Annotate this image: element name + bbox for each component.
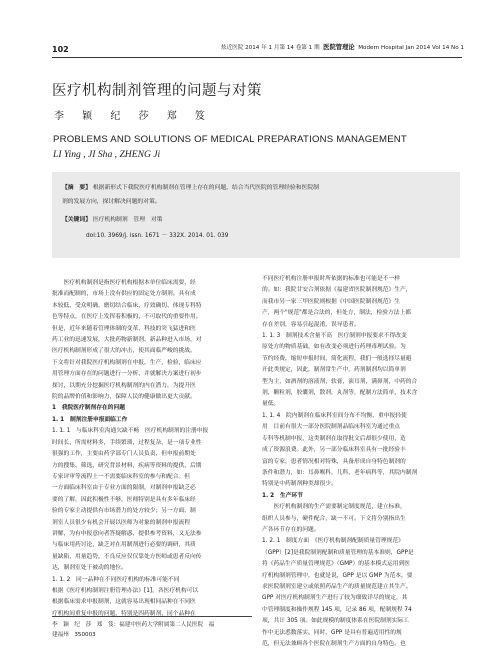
article-title-en: PROBLEMS AND SOLUTIONS OF MEDICAL PREPARATIONS MANAGEMENT [53,134,407,145]
body-line: 条件和潜力，如：耳鼻喉科，儿科，老年病科等，其院内制剂 [262,469,418,476]
section-1-1-heading: 1. 1 制剂注册申报面临工作 [52,416,128,423]
journal-name-en: Modern Hospital Jan 2014 Vol 14 No 1 [358,45,464,51]
body-line: 时间长，所需材料多，手续繁琐，过程复杂，是一项专业性 [52,439,202,446]
body-line: 根据《医疗机构制剂注册管理办法》[1]，各医疗机构可以 [52,587,199,594]
body-line: 色等特点，在医疗上发挥着积极的，不可取代的重要作用。 [52,314,202,321]
body-line: 求医院制剂室建立或依照药品生产的质量规范建立其生产。 [262,583,412,590]
body-line: 1. 1. 2 同一品种在不同医疗机构的标准可能不同 [52,576,180,583]
author-footnote [52,620,214,640]
body-line: 1. 2. 1 制度方面 《医疗机构制剂配制质量管理规范》 [262,538,404,545]
body-line: 达，制剂室处于被动的地位。 [52,565,127,572]
abstract-line-1 [62,182,319,191]
body-line: 特别是中药制剂种类却很少。 [262,481,337,488]
keywords-line [62,214,162,223]
body-line: 院的品牌价值和影响力，保障人民的健康做出更大贡献。 [52,394,196,401]
keywords-label: 【关键词】 [62,217,91,223]
body-line: 节约经费，缩短申报时间，简化流程，我们一般选择尽量避 [262,355,412,362]
body-line: 本较低、受众明确、磨切结合临床、疗效确切、体现专科特 [52,302,202,309]
body-line: 量低。 [262,401,280,408]
article-authors-en: LI Ying , JI Sha , ZHENG Ji [53,149,161,160]
body-line: 根据临床需求申报制剂，这就容易出现相同品种在不同医 [52,599,196,606]
journal-header [221,42,464,51]
keywords-text: 医疗机构制剂 管理 对策 [92,217,163,223]
body-line: 讲解，为有申报意向者答疑解惑，提供参考资料，又无法参 [52,530,202,537]
page-number: 102 [52,45,69,54]
body-line: 一方面临床科室由于专业方面的限制，对制剂申报缺乏必 [52,485,196,492]
abstract-text-2: 剂的发展方向，探讨解决问题的对策。 [62,199,161,205]
body-line: 医疗机构制剂是指医疗机构根据本单位临床需要，经 [52,280,196,286]
body-line: GPP 对医疗机构制剂生产进行了较为细致详尽的规定，其 [262,595,408,602]
body-line: 用管理方面存在的问题进行一分析，并就解决方案进行初步 [52,371,202,378]
body-line: 组织人员参与，硬件配合，缺一不可。下文将分别指出生 [262,515,406,522]
section-1-heading: 1 我院医疗制剂存在的问题 [52,405,126,412]
body-line: 专科等机制申报，这类制剂在取得批文后却很少使用，造 [262,435,406,442]
body-line: 但是，近年来随着管理体制的变革，科技的突飞猛进和医 [52,325,196,332]
body-line: 剂，颗粒剂，胶囊剂，散剂，丸剂等，配制方法简单，技术含 [262,390,418,397]
body-line: 范，但无法兼顾各个医院在制剂生产方面的自身特色。也 [262,641,406,647]
body-line: 探讨，以期充分挖掘医疗机构制剂的内在潜力，为提升医 [52,382,196,389]
body-line: 存在差别，容易引起混淆，误导患者。 [262,321,360,328]
body-line: 与临床用药讨论，缺乏对在用制剂进行必要的调研，其质 [52,542,196,549]
body-line: 下文将针对我院医疗机构制剂在申报，生产，检验，临床应 [52,359,202,366]
body-line: 1. 1. 1 与临床科室沟通欠缺不畅 医疗机构制剂的注册申报 [52,428,209,435]
section-1-2-heading: 1. 2 生产环节 [262,492,303,499]
body-line: 将《药品生产质量管理规范》（GMP）的基本模式运用到医 [262,561,411,568]
journal-name-cn: 医院管理论 [323,44,355,51]
body-line: 很强的工作，主要由药学部专门人员负责，但申报前期处 [52,451,196,458]
body-line: 批准而配制的，市场上没有供应的固定处方制剂。具有成 [52,291,196,298]
body-line: 不同医疗机构注册申报时所依据的标准也可能是不一样 [262,276,400,282]
body-line: 验的专家主动提供有市场潜力的处方较少；另一方面，制 [52,508,196,515]
body-line: 1. 1. 3 制剂技术含量不高 医疗制剂申报要求不得改变 [262,333,407,340]
body-line: 作中无法悉数落实。同时，GPP 是具有普遍适用性的规 [262,629,402,636]
right-column [262,274,457,650]
body-line: 产各环节存在的问题。 [262,526,320,533]
body-line: 原处方的物质基础，如有改变必须进行药理毒理试验。为 [262,344,406,351]
article-authors-zh: 李 颖 纪 莎 郑 笈 [54,111,213,122]
body-line: 方的搜集、筛选，研究背景材料，疾病等资料的提供，后期 [52,462,202,469]
body-line: 剂室人员很少有机会开展以医师为对象的制剂申报流程 [52,519,190,526]
section-1-2-body [262,502,457,650]
body-line: 药工业的迅速发展，大批药物新制剂、新品种进入市场，对 [52,337,202,344]
body-line: （GPP）[2]是我院制剂配制和质量管理的基本准则，GPP是 [262,549,414,556]
body-line: 医疗机构制剂的生产需要制定制度规范，建立标准， [262,504,406,511]
left-column [52,278,247,620]
right-body-1 [262,274,457,411]
section-1-1-4-body [262,411,457,491]
doi-text: doi:10. 3969/j. issn. 1671 － 332X. 2014. 01. 039 [86,233,229,239]
footnote-line-2: 建福州 350003 [52,632,96,638]
body-line: 成了资源浪费。此外，另一部分临床科室具有一批经验丰 [262,447,406,454]
body-line: 项，共计 305 项。如此规模的制度体系在医院制剂实际工 [262,618,409,625]
body-line: 产，两个"规范"都是合法的，但处方，制法，检验方法上都 [262,310,412,317]
journal-issue: 炫近医院 2014 年 1 月第 14 卷第 1 期 [220,45,320,51]
body-line: 型为主，如酒剂的溶液剂，软膏，演耳剂，满鼻剂，中药的合 [262,378,418,385]
abstract-block [52,172,460,258]
body-line: 中管理制度和操作规程 145 项，记录 86 项，配制规程 74 [262,606,412,613]
intro-paragraph [52,278,247,403]
footnote-line-1: 李 颖 纪 莎 郑 笈：福建中医药大学附属第二人民医院 福 [52,622,215,628]
body-line: 专家评审等流程上一不需要临床科室的参与和配合。但 [52,473,190,480]
section-1-1-body [52,426,247,620]
abstract-label: 【摘 要】 [62,185,91,191]
body-line: 开此类规定，因此，制剂常生产中，药剂制剂均以简单剂 [262,367,406,374]
body-line: 1. 1. 4 院内制剂在临床科室间分布不均衡，重申报轻使 [262,412,407,419]
header-rule [52,57,462,58]
body-line: 疗机构间重复申报的问题，特别是四药制剂，同个品种在 [52,610,196,617]
body-line: 的。如：我院甘安合剂依据《福建省医院制剂规范》生产， [262,287,412,294]
body-line: 医疗机构制剂形成了很大的冲击，使其面临严峻的挑战。 [52,348,196,355]
footnote-rule [52,616,252,617]
body-line: 要的了解，因此积极性不够，医师特别是具有多年临床经 [52,496,196,503]
body-line: 疗机构制剂管理中，也就是说，GPP 是以 GMP 为范本，要 [262,572,413,579]
body-line: 而我市另一家三甲医院则根据《中国医院制剂规范》生 [262,298,400,305]
abstract-text-1: 根据新形式下我院医疗机构制剂在管理上存在的问题，结合当代医院的管理经验和医院制 [92,185,319,191]
body-line: 量缺陷，用量趋势，不良反应仅仅靠处方医师或患者反向传 [52,553,202,560]
body-line: 富的专家，患者情况相对特殊，具备形成自身特色制剂的 [262,458,406,465]
article-title-zh: 医疗机构制剂管理的问题与对策 [52,83,262,99]
body-line: 用 目前有很大一部分医院制剂品临床科室为通过重点 [262,424,400,431]
